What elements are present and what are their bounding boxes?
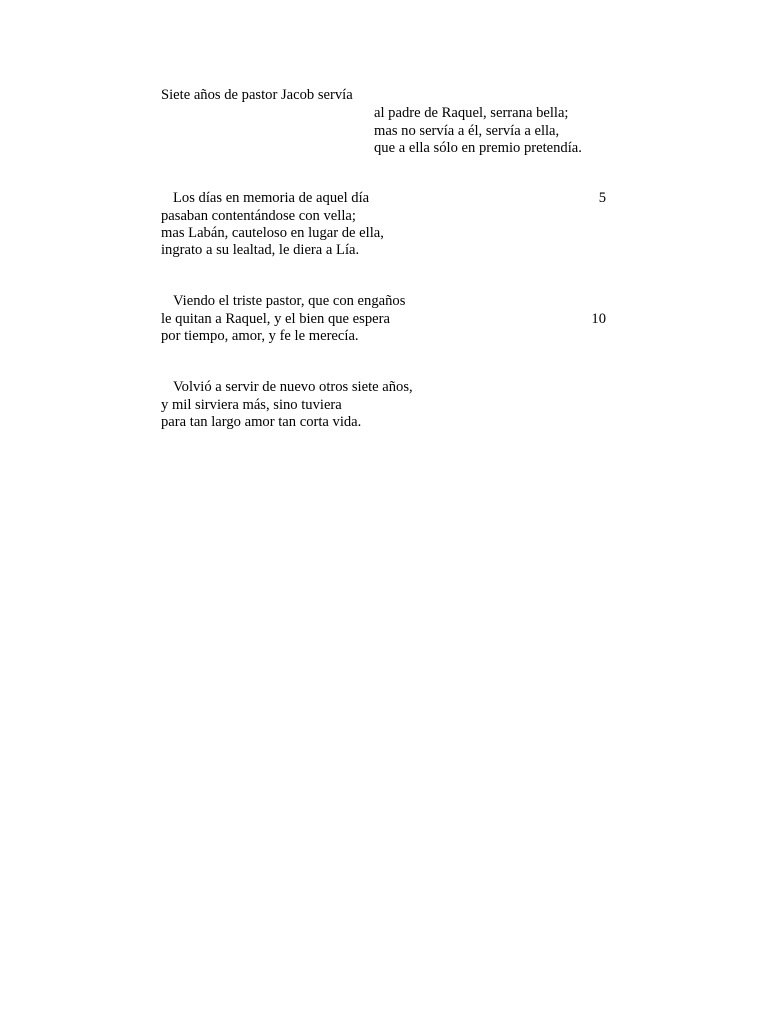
verse-line: pasaban contentándose con vella;	[161, 208, 356, 224]
verse-line: por tiempo, amor, y fe le merecía.	[161, 328, 359, 344]
line-number: 10	[591, 311, 606, 327]
verse-line: Volvió a servir de nuevo otros siete años,	[173, 379, 413, 395]
verse-line: al padre de Raquel, serrana bella;	[374, 105, 569, 121]
verse-line: mas no servía a él, servía a ella,	[374, 123, 560, 139]
verse-line: y mil sirviera más, sino tuviera	[161, 397, 342, 413]
verse-line: Siete años de pastor Jacob servía	[161, 87, 353, 103]
verse-line: mas Labán, cauteloso en lugar de ella,	[161, 225, 384, 241]
line-number: 5	[598, 190, 606, 206]
verse-line: ingrato a su lealtad, le diera a Lía.	[161, 242, 360, 258]
verse-line: le quitan a Raquel, y el bien que espera	[161, 311, 390, 327]
verse-line: que a ella sólo en premio pretendía.	[374, 140, 582, 156]
verse-line: para tan largo amor tan corta vida.	[161, 414, 362, 430]
verse-line: Viendo el triste pastor, que con engaños	[173, 293, 406, 309]
verse-line: Los días en memoria de aquel día	[173, 190, 370, 206]
